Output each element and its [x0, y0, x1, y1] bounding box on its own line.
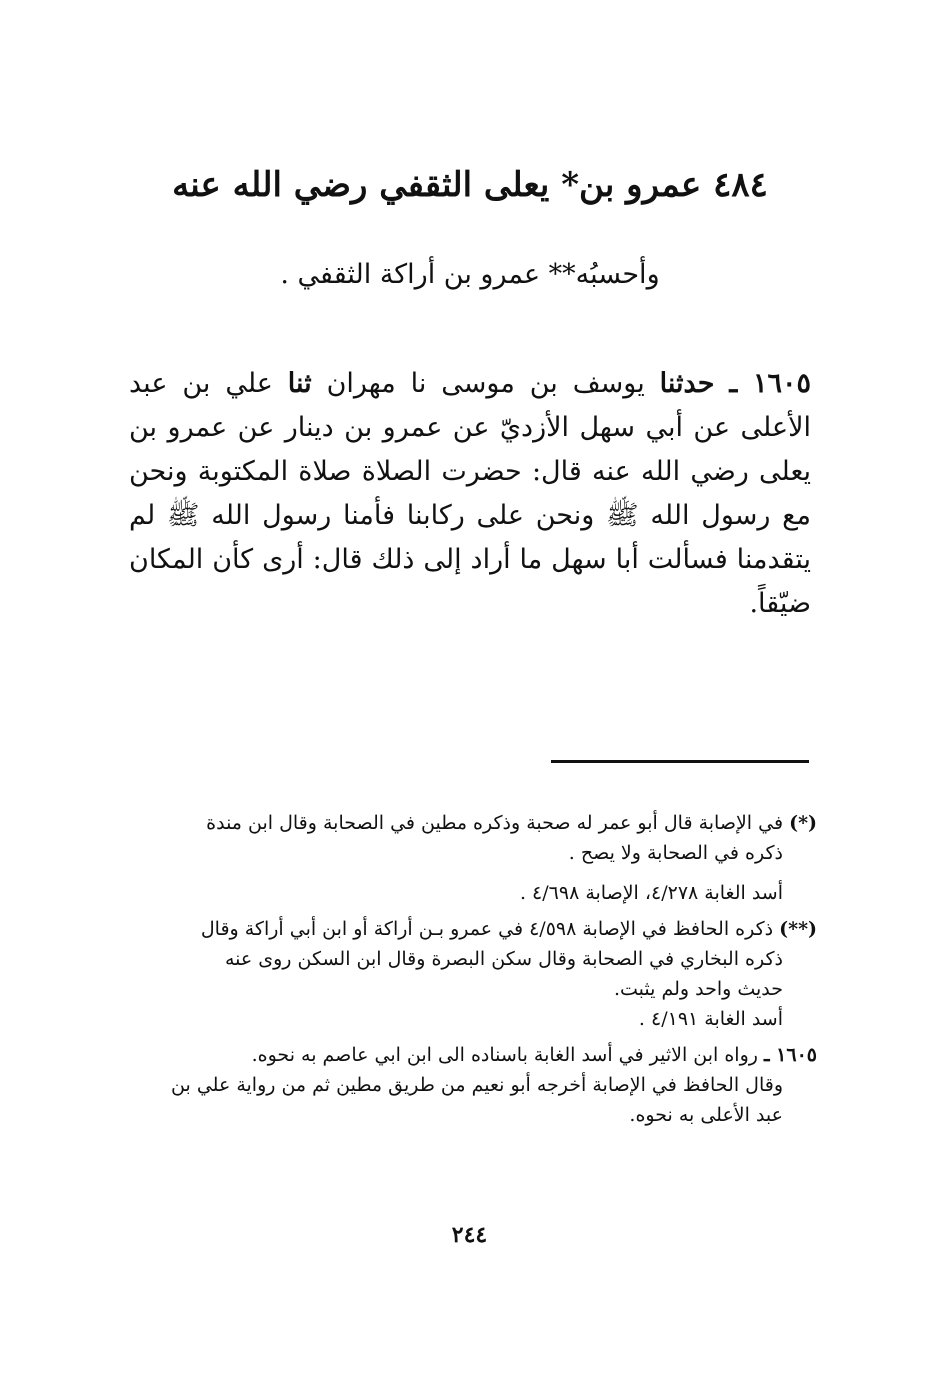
- entry-heading: ٤٨٤ عمرو بن* يعلى الثقفي رضي الله عنه: [172, 165, 768, 205]
- footnote-2: [127, 914, 817, 1034]
- footnote-2-line-1: ذكره الحافظ في الإصابة ٤/٥٩٨ في عمرو بـن أراكة أو ابن أبي أراكة وقال: [200, 918, 780, 940]
- footnote-3-line-2: وقال الحافظ في الإصابة أخرجه أبو نعيم من طريق مطين ثم من رواية علي بن: [171, 1074, 783, 1096]
- footnote-2-reference: أسد الغابة ٤/١٩١ .: [638, 1008, 783, 1030]
- hadith-lead-word: حدثنا: [659, 368, 715, 399]
- footnote-2-line-2: ذكره البخاري في الصحابة وقال سكن البصرة وقال ابن السكن روى عنه: [224, 948, 783, 970]
- hadith-number: ١٦٠٥ ـ: [729, 368, 811, 399]
- footnote-2-marker: (**): [779, 918, 817, 940]
- hadith-keyword: ثنا: [287, 368, 312, 399]
- entry-subheading: وأحسبُه** عمرو بن أراكة الثقفي .: [280, 259, 660, 290]
- hadith-text-part1: يوسف بن موسى نا مهران: [311, 368, 660, 399]
- footnote-1-line-1: في الإصابة قال أبو عمر له صحبة وذكره مطين في الصحابة وقال ابن مندة: [206, 812, 790, 834]
- footnote-separator: [551, 760, 809, 763]
- footnote-1-reference: أسد الغابة ٤/٢٧٨، الإصابة ٤/٦٩٨ .: [519, 882, 783, 904]
- footnote-3-line-3: عبد الأعلى به نحوه.: [629, 1104, 783, 1126]
- footnote-3-line-1: رواه ابن الاثير في أسد الغابة باسناده الى ابن ابي عاصم به نحوه.: [251, 1044, 764, 1066]
- hadith-text-part2: علي بن عبد الأعلى عن أبي سهل الأزديّ عن عمرو بن دينار عن عمرو بن يعلى رضي الله عنه قال: حضرت الصلاة صلاة المكتوبة ونحن مع رسول الله ﷺ ونحن على ركابنا فأمنا رسول الله ﷺ لم يتقدمنا فسألت أبا سهل ما أراد إلى ذلك قال: أرى كأن المكان ضيّقاً.: [129, 368, 811, 619]
- footnote-1: [127, 808, 817, 868]
- footnote-3-marker: ١٦٠٥ ـ: [763, 1044, 817, 1066]
- hadith-text: [129, 362, 811, 626]
- footnote-1-line-2: ذكره في الصحابة ولا يصح .: [568, 842, 783, 864]
- footnote-2-line-3: حديث واحد ولم يثبت.: [613, 978, 783, 1000]
- footnotes-section: [127, 808, 817, 1136]
- footnote-1-marker: (*): [789, 812, 817, 834]
- footnote-3: [127, 1040, 817, 1130]
- page-number: ٢٤٤: [451, 1222, 488, 1248]
